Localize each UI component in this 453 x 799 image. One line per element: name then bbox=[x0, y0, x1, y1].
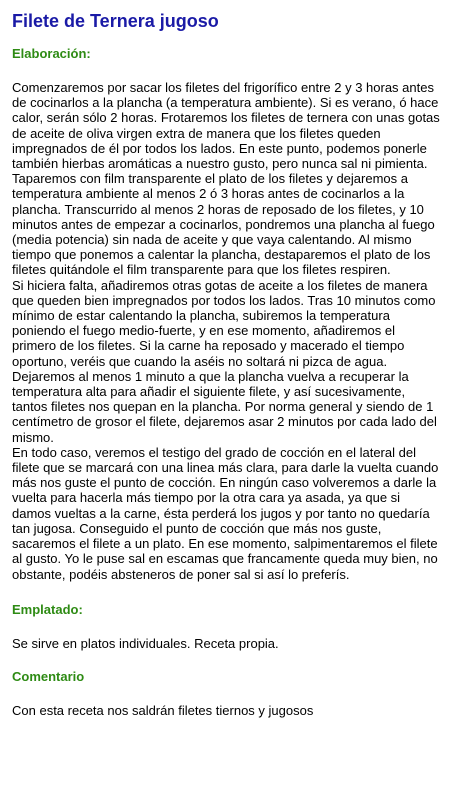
section-body-comentario bbox=[12, 703, 440, 718]
paragraph: Comenzaremos por sacar los filetes del frigorífico entre 2 y 3 horas antes de cocinarlos a la plancha (a temperatura ambiente). Si es verano, ó hace calor, serán sólo 2 horas. Frotaremos los filetes de ternera con unas gotas de aceite de oliva virgen extra de manera que los filetes queden impregnados de él por todos los lados. En este punto, podemos ponerle también hierbas aromáticas a nuestro gusto, pero nunca sal ni pimienta. Taparemos con film transparente el plato de los filetes y dejaremos a temperatura ambiente al menos 2 ó 3 horas antes de cocinarlos a la plancha. Transcurrido al menos 2 horas de reposado de los filetes, y 10 minutos antes de empezar a cocinarlos, pondremos una plancha al fuego (media potencia) sin nada de aceite y que vaya calentando. Al mismo tiempo que ponemos a calentar la plancha, destaparemos el plato de los filetes quitándole el film transparente para que los filetes respiren. bbox=[12, 80, 440, 278]
paragraph: Si hiciera falta, añadiremos otras gotas de aceite a los filetes de manera que queden bien impregnados por todos los lados. Tras 10 minutos como mínimo de estar calentando la plancha, subiremos la temperatura poniendo el fuego medio-fuerte, y en ese momento, añadiremos el primero de los filetes. Si la carne ha reposado y macerado el tiempo oportuno, veréis que cuando la aséis no soltará ni pizca de agua. Dejaremos al menos 1 minuto a que la plancha vuelva a recuperar la temperatura alta para añadir el siguiente filete, y así sucesivamente, tantos filetes nos quepan en la plancha. Por norma general y siendo de 1 centímetro de grosor el filete, dejaremos asar 2 minutos por cada lado del mismo. bbox=[12, 277, 437, 445]
paragraph: Con esta receta nos saldrán filetes tiernos y jugosos bbox=[12, 702, 314, 718]
section-body-elaboracion bbox=[12, 80, 440, 582]
section-heading-emplatado: Emplatado: bbox=[12, 601, 83, 617]
section-heading-elaboracion: Elaboración: bbox=[12, 46, 91, 61]
paragraph: En todo caso, veremos el testigo del grado de cocción en el lateral del filete que se marcará con una linea más clara, para darle la vuelta cuando más nos guste el punto de cocción. En ningún caso volveremos a darle la vuelta para hacerla más tiempo por la otra cara ya asada, ya que si damos vueltas a la carne, ésta perderá los jugos y por tanto no quedaría tan jugosa. Conseguido el punto de cocción que más nos guste, sacaremos el filete a un plato. En ese momento, salpimentaremos el filete al gusto. Yo le puse sal en escamas que francamente queda muy bien, no obstante, podéis absteneros de poner sal si así lo preferís. bbox=[12, 444, 439, 582]
page-title: Filete de Ternera jugoso bbox=[12, 11, 219, 31]
section-body-emplatado bbox=[12, 636, 440, 651]
paragraph: Se sirve en platos individuales. Receta propia. bbox=[12, 635, 279, 651]
section-heading-comentario: Comentario bbox=[12, 668, 85, 684]
